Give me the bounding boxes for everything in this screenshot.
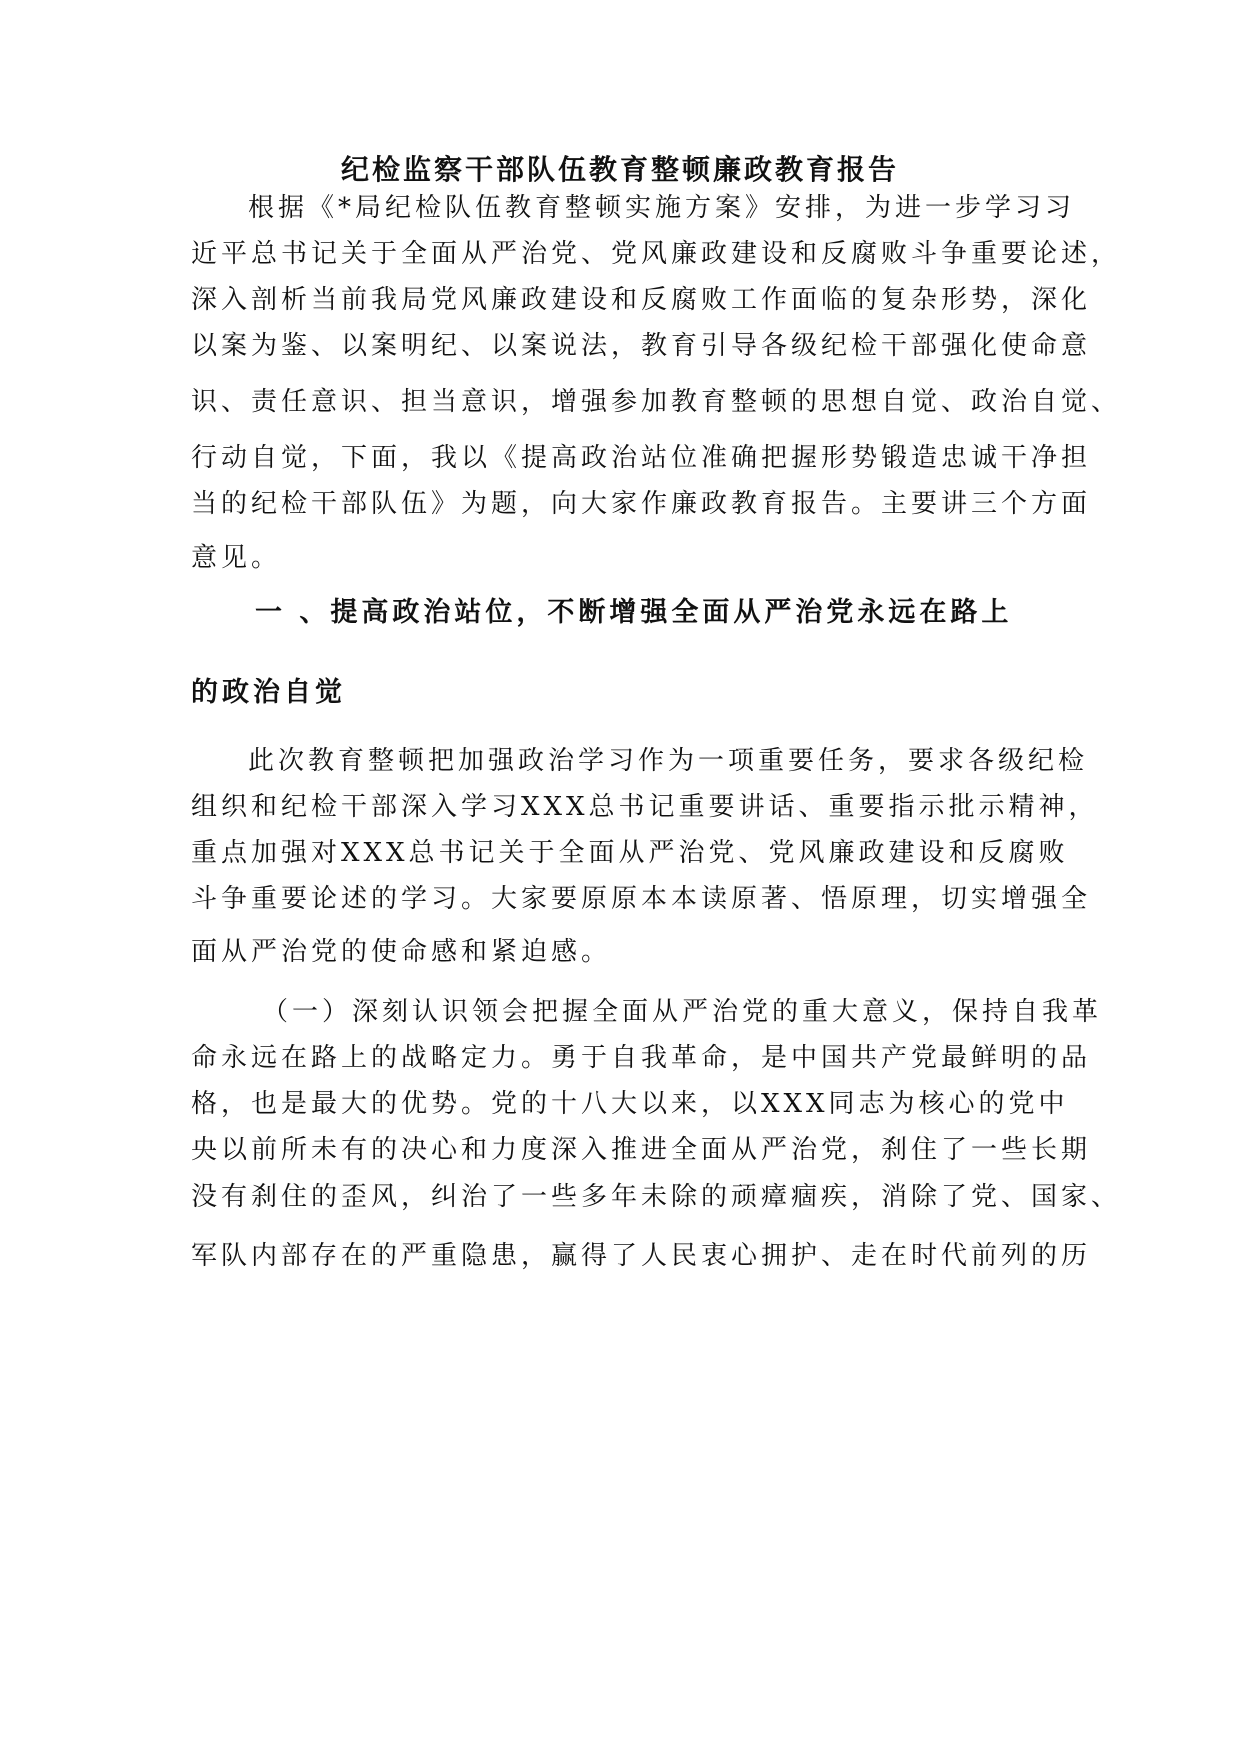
section-heading: 的政治自觉 <box>191 677 346 708</box>
intro-line: 深入剖析当前我局党风廉政建设和反腐败工作面临的复杂形势，深化 <box>191 285 1092 315</box>
section-heading: 一 、提高政治站位，不断增强全面从严治党永远在路上 <box>255 597 1013 628</box>
intro-line: 当的纪检干部队伍》为题，向大家作廉政教育报告。主要讲三个方面 <box>191 489 1092 519</box>
section-paragraph-line: 斗争重要论述的学习。大家要原原本本读原著、悟原理，切实增强全 <box>191 884 1092 914</box>
subsection-paragraph-line: 命永远在路上的战略定力。勇于自我革命，是中国共产党最鲜明的品 <box>191 1043 1092 1073</box>
subsection-paragraph-line: （一）深刻认识领会把握全面从严治党的重大意义，保持自我革 <box>262 997 1103 1027</box>
subsection-paragraph-line: 央以前所未有的决心和力度深入推进全面从严治党，刹住了一些长期 <box>191 1135 1092 1165</box>
section-paragraph-line: 重点加强对XXX总书记关于全面从严治党、党风廉政建设和反腐败 <box>191 838 1069 868</box>
section-paragraph-line: 面从严治党的使命感和紧迫感。 <box>191 937 612 967</box>
subsection-paragraph-line: 没有刹住的歪风，纠治了一些多年未除的顽瘴痼疾，消除了党、国家、 <box>191 1182 1122 1212</box>
document-title: 纪检监察干部队伍教育整顿廉政教育报告 <box>340 153 899 186</box>
intro-line: 意见。 <box>191 543 282 573</box>
section-paragraph-line: 此次教育整顿把加强政治学习作为一项重要任务，要求各级纪检 <box>248 746 1089 776</box>
intro-line: 以案为鉴、以案明纪、以案说法，教育引导各级纪检干部强化使命意 <box>191 331 1092 361</box>
subsection-paragraph-line: 军队内部存在的严重隐患，赢得了人民衷心拥护、走在时代前列的历 <box>191 1241 1092 1271</box>
section-paragraph-line: 组织和纪检干部深入学习XXX总书记重要讲话、重要指示批示精神， <box>191 792 1099 822</box>
intro-line: 根据《*局纪检队伍教育整顿实施方案》安排，为进一步学习习 <box>248 193 1076 223</box>
intro-line: 行动自觉，下面，我以《提高政治站位准确把握形势锻造忠诚干净担 <box>191 443 1092 473</box>
intro-line: 近平总书记关于全面从严治党、党风廉政建设和反腐败斗争重要论述， <box>191 239 1122 269</box>
intro-line: 识、责任意识、担当意识，增强参加教育整顿的思想自觉、政治自觉、 <box>191 387 1122 417</box>
subsection-paragraph-line: 格，也是最大的优势。党的十八大以来，以XXX同志为核心的党中 <box>191 1089 1069 1119</box>
